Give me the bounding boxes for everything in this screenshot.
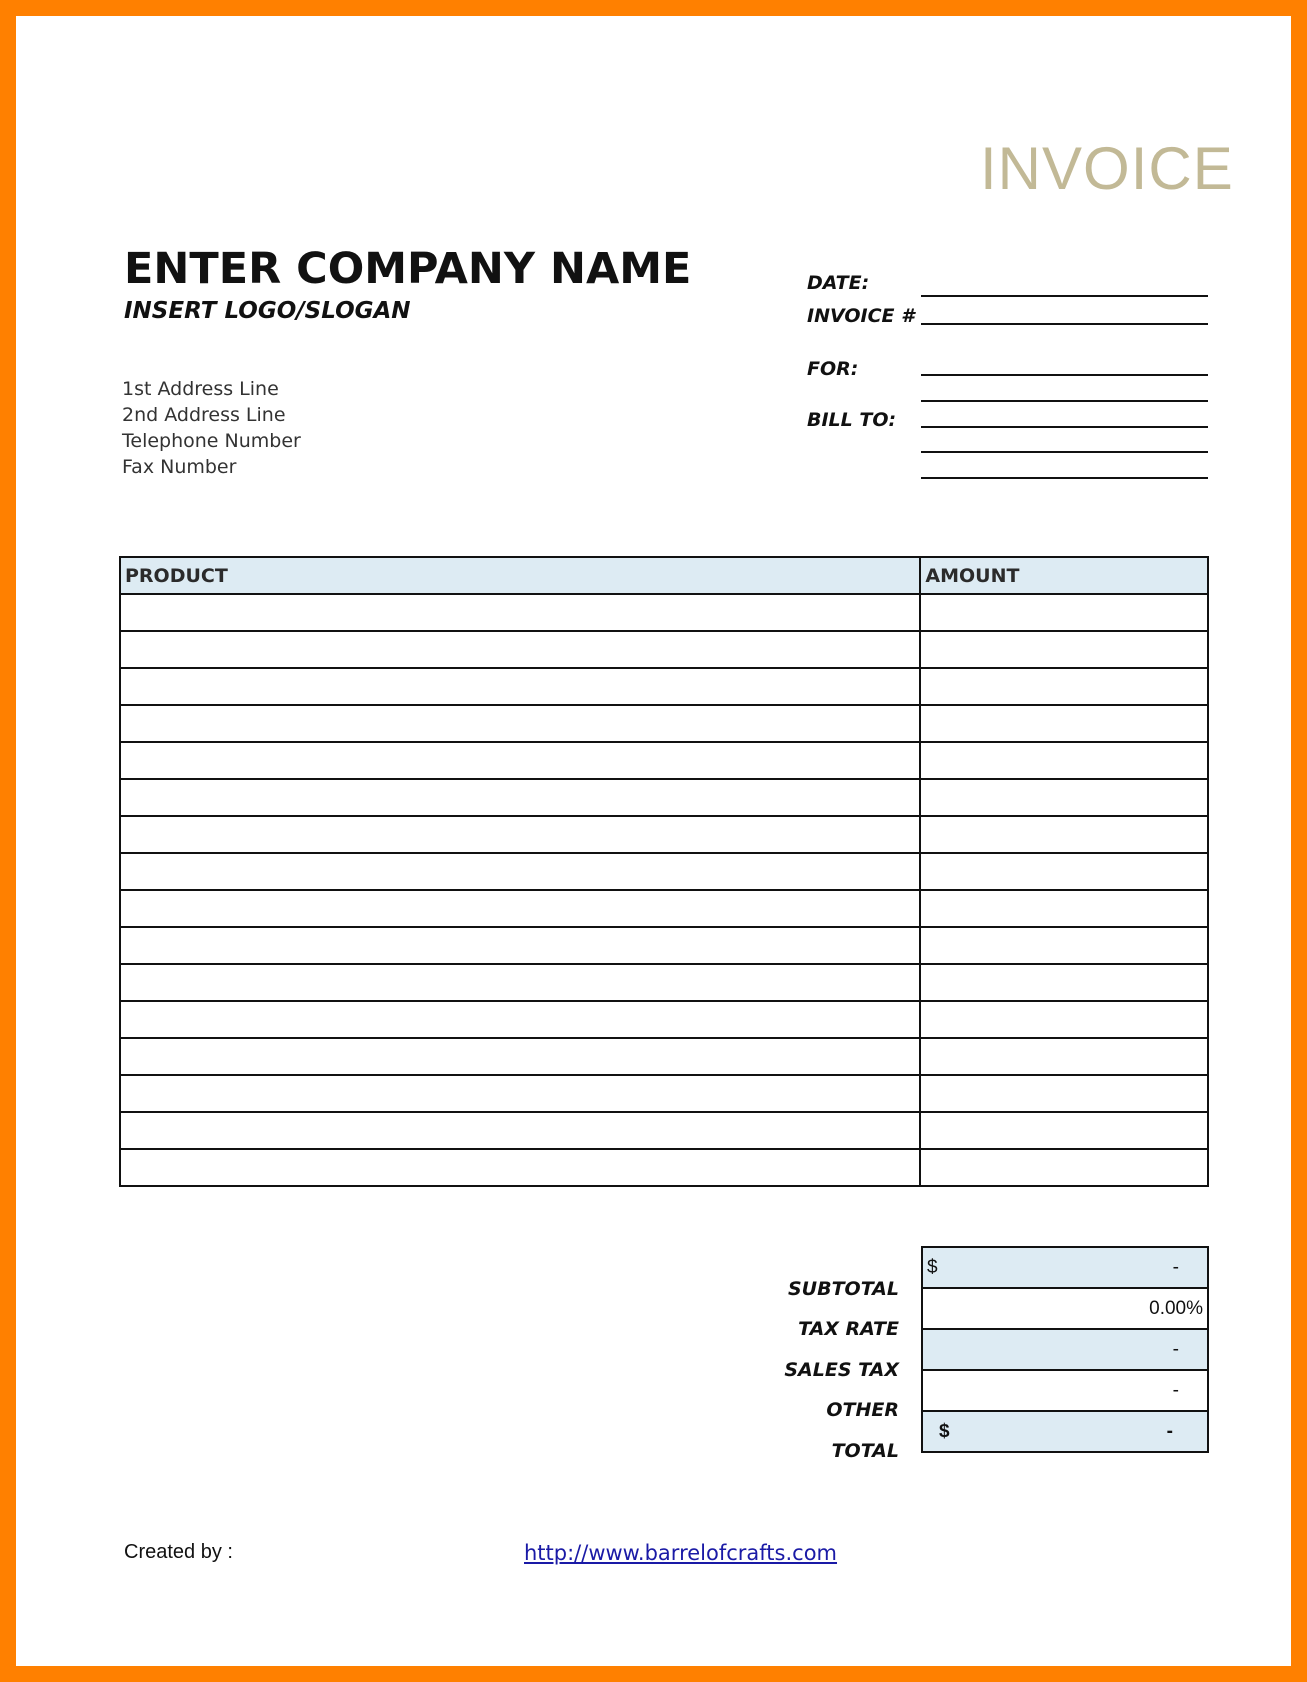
sales-tax-cell[interactable] [922, 1329, 1208, 1370]
product-cell[interactable] [120, 1112, 920, 1149]
other-label: OTHER [826, 1399, 899, 1421]
subtotal-label: SUBTOTAL [787, 1278, 899, 1300]
tax-rate-cell[interactable] [922, 1288, 1208, 1329]
amount-cell[interactable] [920, 631, 1208, 668]
items-header-row [120, 557, 1208, 594]
address-line-1: 1st Address Line [122, 378, 279, 400]
product-cell[interactable] [120, 779, 920, 816]
table-row [120, 668, 1208, 705]
product-cell[interactable] [120, 631, 920, 668]
amount-cell[interactable] [920, 816, 1208, 853]
table-row [120, 890, 1208, 927]
date-field[interactable] [921, 295, 1208, 297]
product-cell[interactable] [120, 668, 920, 705]
other-cell[interactable] [922, 1370, 1208, 1411]
amount-cell[interactable] [920, 1075, 1208, 1112]
table-row [120, 1038, 1208, 1075]
product-cell[interactable] [120, 964, 920, 1001]
table-row [120, 705, 1208, 742]
amount-cell[interactable] [920, 890, 1208, 927]
totals-table [921, 1246, 1209, 1453]
total-label: TOTAL [831, 1440, 899, 1462]
product-cell[interactable] [120, 594, 920, 631]
website-link[interactable]: http://www.barrelofcrafts.com [524, 1541, 838, 1565]
product-cell[interactable] [120, 816, 920, 853]
product-cell[interactable] [120, 1038, 920, 1075]
product-cell[interactable] [120, 1001, 920, 1038]
table-row [120, 853, 1208, 890]
product-cell[interactable] [120, 853, 920, 890]
company-slogan: INSERT LOGO/SLOGAN [124, 298, 411, 324]
amount-cell[interactable] [920, 705, 1208, 742]
sales-tax-label: SALES TAX [784, 1359, 899, 1381]
table-row [120, 779, 1208, 816]
amount-cell[interactable] [920, 742, 1208, 779]
created-by-label: Created by : [124, 1541, 233, 1563]
product-cell[interactable] [120, 927, 920, 964]
address-line-2: 2nd Address Line [122, 404, 286, 426]
table-row [120, 1001, 1208, 1038]
invoice-number-field[interactable] [921, 323, 1208, 325]
product-cell[interactable] [120, 742, 920, 779]
date-label: DATE: [807, 272, 870, 294]
amount-cell[interactable] [920, 964, 1208, 1001]
amount-cell[interactable] [920, 1149, 1208, 1186]
total-currency: $ [939, 1420, 950, 1442]
tax-rate-value: 0.00% [1149, 1297, 1203, 1319]
table-row [120, 1075, 1208, 1112]
table-row [120, 742, 1208, 779]
amount-cell[interactable] [920, 1001, 1208, 1038]
product-cell[interactable] [120, 705, 920, 742]
amount-cell[interactable] [920, 927, 1208, 964]
invoice-page [16, 16, 1291, 1666]
table-row [120, 1149, 1208, 1186]
table-row [120, 816, 1208, 853]
for-label: FOR: [807, 358, 859, 380]
product-cell[interactable] [120, 890, 920, 927]
invoice-number-label: INVOICE # [807, 305, 915, 327]
subtotal-value: - [1172, 1256, 1179, 1278]
table-row [120, 631, 1208, 668]
bill-to-field-1[interactable] [921, 400, 1208, 402]
items-table [119, 556, 1209, 1187]
total-value: - [1166, 1420, 1173, 1442]
tax-rate-label: TAX RATE [798, 1318, 899, 1340]
sales-tax-value: - [1172, 1338, 1179, 1360]
subtotal-cell[interactable] [922, 1247, 1208, 1288]
fax-number: Fax Number [122, 456, 237, 478]
amount-cell[interactable] [920, 1038, 1208, 1075]
amount-cell[interactable] [920, 1112, 1208, 1149]
subtotal-currency: $ [927, 1256, 938, 1278]
table-row [120, 927, 1208, 964]
for-field[interactable] [921, 374, 1208, 376]
product-cell[interactable] [120, 1075, 920, 1112]
table-row [120, 1112, 1208, 1149]
telephone-number: Telephone Number [122, 430, 301, 452]
other-value: - [1172, 1379, 1179, 1401]
bill-to-field-3[interactable] [921, 451, 1208, 453]
items-body [120, 594, 1208, 1186]
bill-to-field-4[interactable] [921, 477, 1208, 479]
product-cell[interactable] [120, 1149, 920, 1186]
table-row [120, 594, 1208, 631]
bill-to-label: BILL TO: [807, 409, 897, 431]
product-header: PRODUCT [120, 557, 920, 594]
total-cell[interactable] [922, 1411, 1208, 1452]
company-name: ENTER COMPANY NAME [124, 244, 692, 294]
amount-cell[interactable] [920, 853, 1208, 890]
amount-cell[interactable] [920, 668, 1208, 705]
amount-cell[interactable] [920, 779, 1208, 816]
amount-cell[interactable] [920, 594, 1208, 631]
amount-header: AMOUNT [920, 557, 1208, 594]
bill-to-field-2[interactable] [921, 426, 1208, 428]
invoice-title: INVOICE [980, 135, 1234, 202]
table-row [120, 964, 1208, 1001]
